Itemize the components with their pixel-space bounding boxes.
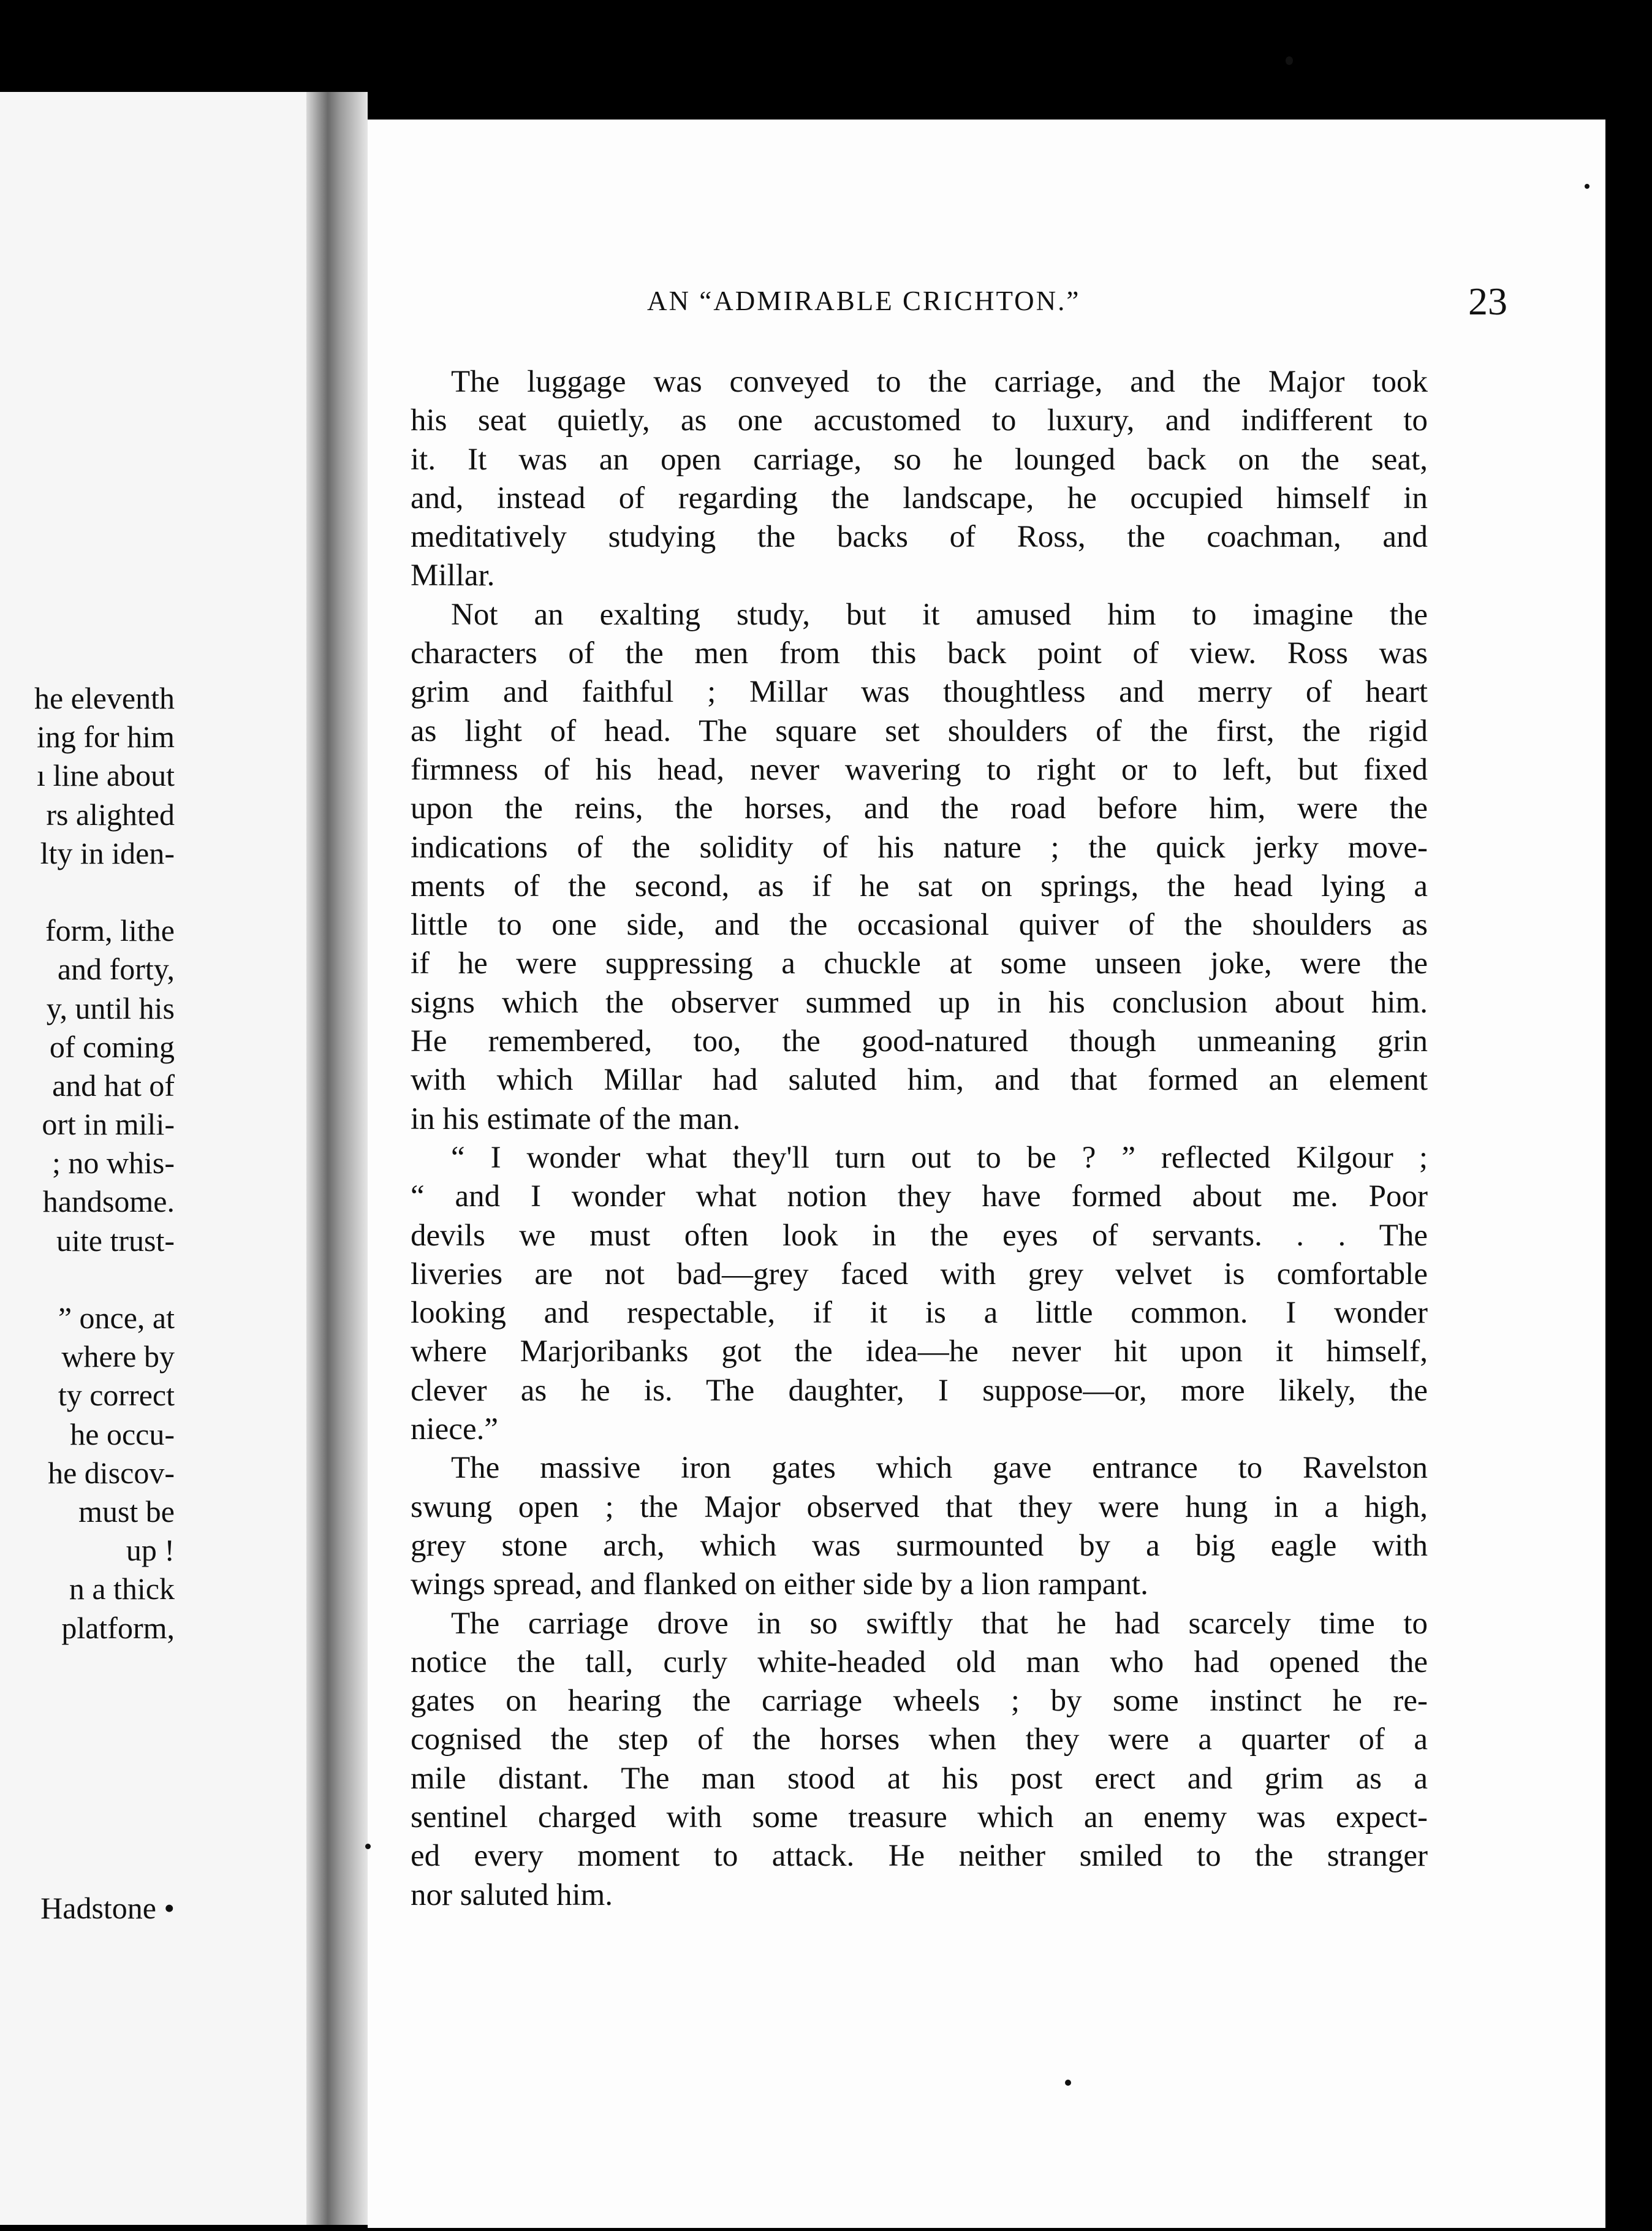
left-page-line: he eleventh (34, 681, 175, 715)
text-line: The carriage drove in so swiftly that he had scarcely time to (451, 1606, 1428, 1641)
text-line: Millar. (411, 558, 495, 593)
running-head (647, 279, 1507, 328)
text-line: grim and faithful ; Millar was thoughtless and merry of heart (411, 675, 1428, 710)
left-page-line: of coming (49, 1029, 175, 1064)
left-page-line: platform, (61, 1610, 175, 1645)
text-line: meditatively studying the backs of Ross, the coachman, and (411, 520, 1428, 555)
text-line: with which Millar had saluted him, and that formed an element (411, 1063, 1428, 1098)
text-line: cognised the step of the horses when they were a quarter of a (411, 1722, 1428, 1757)
text-line: firmness of his head, never wavering to right or to left, but fixed (411, 752, 1428, 787)
left-page-line: and hat of (52, 1068, 175, 1103)
book-gutter (306, 92, 368, 2225)
text-line: The massive iron gates which gave entrance to Ravelston (451, 1451, 1428, 1486)
text-line: and, instead of regarding the landscape, he occupied himself in (411, 481, 1428, 515)
left-page-line: he occu- (70, 1416, 175, 1451)
paragraph (411, 596, 1428, 1139)
text-line: upon the reins, the horses, and the road before him, were the (411, 791, 1428, 826)
text-line: his seat quietly, as one accustomed to luxury, and indifferent to (411, 403, 1428, 438)
text-line: in his estimate of the man. (411, 1101, 741, 1136)
text-line: clever as he is. The daughter, I suppose—or, more likely, the (411, 1373, 1428, 1408)
text-line: signs which the observer summed up in his conclusion about him. (411, 985, 1428, 1020)
text-line: looking and respectable, if it is a little common. I wonder (411, 1296, 1428, 1331)
text-line: devils we must often look in the eyes of servants. . . The (411, 1218, 1428, 1253)
text-line: nor saluted him. (411, 1877, 613, 1912)
left-page-line: ı line about (37, 758, 175, 793)
left-page-line (0, 873, 175, 911)
scan-speck (1065, 2080, 1071, 2086)
text-line: “ I wonder what they'll turn out to be ? ” reflected Kilgour ; (451, 1140, 1428, 1175)
text-line: little to one side, and the occasional quiver of the shoulders as (411, 908, 1428, 943)
left-page-line (0, 1260, 175, 1299)
text-line: wings spread, and flanked on either side by a lion rampant. (411, 1567, 1148, 1602)
left-page-line: y, until his (46, 990, 175, 1025)
left-page-line: up ! (126, 1533, 175, 1568)
text-line: sentinel charged with some treasure which an enemy was expect- (411, 1800, 1428, 1834)
text-line: indications of the solidity of his nature ; the quick jerky move- (411, 830, 1428, 865)
text-line: it. It was an open carriage, so he lounged back on the seat, (411, 442, 1428, 477)
left-page-line: lty in iden- (40, 835, 175, 870)
text-line: niece.” (411, 1412, 498, 1447)
left-page-text (0, 679, 175, 1648)
paragraph (411, 1605, 1428, 1915)
text-line: mile distant. The man stood at his post erect and grim as a (411, 1761, 1428, 1796)
left-page-line: ing for him (37, 720, 175, 754)
page-number: 23 (1468, 279, 1507, 323)
left-page-line: must be (78, 1494, 175, 1529)
text-line: notice the tall, curly white-headed old man who had opened the (411, 1644, 1428, 1679)
left-page-line: and forty, (57, 952, 175, 987)
paragraph (411, 1139, 1428, 1449)
left-page-bottom-line: Hadstone • (40, 1891, 175, 1925)
text-line: if he were suppressing a chuckle at some unseen joke, were the (411, 946, 1428, 981)
left-page-line: uite trust- (56, 1223, 175, 1258)
running-title: AN “ADMIRABLE CRICHTON.” (647, 286, 1081, 316)
text-line: ments of the second, as if he sat on springs, the head lying a (411, 868, 1428, 903)
left-page-line: handsome. (42, 1184, 175, 1219)
text-line: Not an exalting study, but it amused him to imagine the (451, 597, 1428, 632)
left-page-line: ” once, at (58, 1301, 175, 1335)
paragraph (411, 363, 1428, 596)
left-facing-page (0, 92, 306, 2225)
text-line: liveries are not bad—grey faced with grey velvet is comfortable (411, 1256, 1428, 1291)
left-page-line: ty correct (58, 1378, 175, 1413)
text-line: “ and I wonder what notion they have formed about me. Poor (411, 1179, 1428, 1214)
scan-speck (1286, 56, 1293, 65)
text-line: The luggage was conveyed to the carriage, and the Major took (451, 365, 1428, 399)
left-page-line: form, lithe (45, 913, 175, 948)
text-line: ed every moment to attack. He neither smiled to the stranger (411, 1839, 1428, 1874)
text-line: characters of the men from this back point of view. Ross was (411, 636, 1428, 671)
left-page-line: where by (61, 1339, 175, 1374)
page-body (411, 363, 1428, 1915)
left-page-line: rs alighted (46, 797, 175, 832)
text-line: grey stone arch, which was surmounted by a big eagle with (411, 1528, 1428, 1563)
scan-speck (1585, 184, 1589, 189)
left-page-line: he discov- (48, 1455, 175, 1490)
scan-speck (365, 1844, 371, 1849)
text-line: as light of head. The square set shoulders of the first, the rigid (411, 713, 1428, 748)
text-line: gates on hearing the carriage wheels ; by some instinct he re- (411, 1684, 1428, 1719)
text-line: He remembered, too, the good-natured though unmeaning grin (411, 1024, 1428, 1059)
text-line: swung open ; the Major observed that they were hung in a high, (411, 1489, 1428, 1524)
paragraph (411, 1449, 1428, 1604)
text-line: where Marjoribanks got the idea—he never hit upon it himself, (411, 1334, 1428, 1369)
left-page-line: ; no whis- (52, 1146, 175, 1180)
left-page-line: n a thick (69, 1572, 175, 1606)
left-page-line: ort in mili- (42, 1107, 175, 1142)
